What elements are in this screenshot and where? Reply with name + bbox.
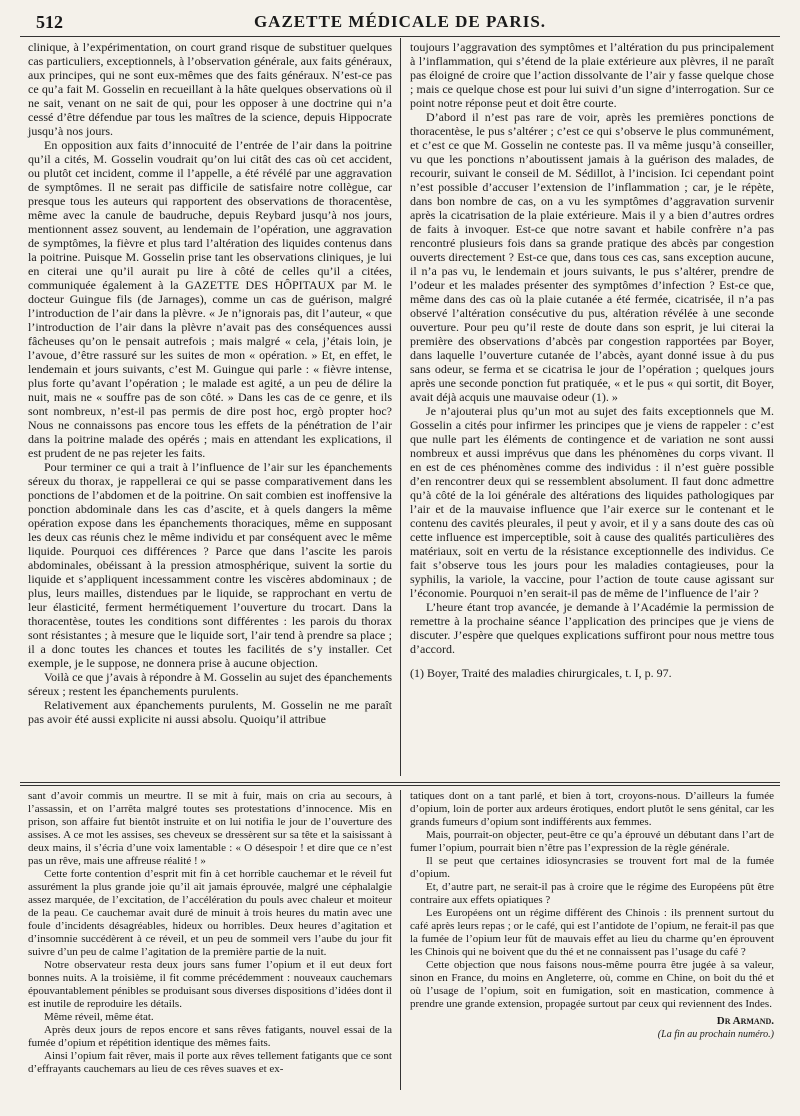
paragraph: Notre observateur resta deux jours sans fumer l’opium et il eut deux fort bonnes nuits. A la troisième, il fit comme précédemment : nouveaux cauchemars épouvantablement pénibles se produisant sous diverses dispositions d’idées dont il est inutile de reproduire les détails. — [28, 959, 392, 1010]
author-signature: Dr Armand. — [716, 1015, 774, 1027]
paragraph: Même réveil, même état. — [44, 1011, 154, 1023]
paragraph: Ainsi l’opium fait rêver, mais il porte aux rêves tellement fatigants que ce sont d’effrayants cauchemars au lieu de ces rêves suaves et ex- — [28, 1050, 392, 1075]
paragraph: En opposition aux faits d’innocuité de l’entrée de l’air dans la poitrine qu’il a cités, M. Gosselin voudrait qu’on lui citât des cas où cet accident, ou plutôt cet incident, comme il l’appelle, a été révélé par une aggravation de symptômes. Il ne serait pas difficile de satisfaire notre collègue, car presque tous les auteurs qui rapportent des observations de thoracentèse, même avec la canule de baudruche, depuis Reybard jusqu’à nos jours, mentionnent assez souvent, au lendemain de l’opération, une aggravation de symptômes, la fièvre et plus tard l’altération des liquides contenus dans la poitrine. Puisque M. Gosselin prise tant les observations cliniques, je lui en citerai une qu’il aurait pu lire à côté de celles qu’il a citées, communiquée également à la GAZETTE DES HÔPITAUX par M. le docteur Guingue fils (de Jarnages), comme un cas de guérison, malgré l’introduction de l’air dans la plèvre. « Je n’ignorais pas, dit l’auteur, « que l’introduction de l’air dans la plèvre n’avait pas des conséquences aussi fâcheuses qu’on le pensait autrefois ; mais malgré « cela, j’étais loin, je l’avoue, d’être rassuré sur les suites de mon « opération. » Et, en effet, le lendemain et jours suivants, c’est M. Guingue qui parle : « fièvre intense, plus forte qu’avant l’opération ; le malade est agité, a un peu de délire la nuit, mais ne « souffre pas de son côté. » Dans les cas de ce genre, et ils sont nombreux, n’est-il pas permis de dire post hoc, ergò propter hoc? Nous ne connaissons pas encore tous les effets de la pénétration de l’air dans la poitrine malade des opérés ; mais en attendant les explications, il est prudent de ne pas rejeter les faits. — [28, 138, 392, 460]
paragraph: Pour terminer ce qui a trait à l’influence de l’air sur les épanchements séreux du thorax, je rappellerai ce qui se passe comparativement dans les ponctions de l’abdomen et de la poitrine. On sait combien est inoffensive la ponction abdominale dans les cas d’ascite, et à quels dangers la même opération expose dans les épanchements thoraciques, même en supposant les deux cas réunis chez le même individu et par conséquent avec le même liquide. Pourquoi ces différences ? Parce que dans l’ascite les parois abdominales, obéissant à la pression atmosphérique, suivent la sortie du liquide et s’appliquent incessamment contre les viscères abdominaux ; de plus, leurs mailles, distendues par le liquide, se rapprochant en vertu de leur élasticité, ferment hermétiquement l’ouverture du trocart. Dans la thoracentèse, toutes les conditions sont différentes : les parois du thorax sont résistantes ; à mesure que le liquide sort, l’air tend à prendre sa place ; il a donc toutes les chances et toutes les facilités de s’y installer. Cet exemple, je le suppose, ne donnera prise à aucune objection. — [28, 460, 392, 670]
paragraph: Et, d’autre part, ne serait-il pas à croire que le régime des Européens pût être contraire aux effets opiatiques ? — [410, 881, 774, 906]
paragraph: Mais, pourrait-on objecter, peut-être ce qu’a éprouvé un débutant dans l’art de fumer l’opium, pourrait bien n’être pas l’expression de la règle générale. — [410, 829, 774, 854]
paragraph: Je n’ajouterai plus qu’un mot au sujet des faits exceptionnels que M. Gosselin a cités pour infirmer les principes que je viens de rappeler : c’est que nulle part les éléments de contingence et de variation ne sont aussi nombreux et aussi imprévus que dans les phénomènes du corps vivant. Il en est de ces phénomènes comme des individus : il n’est guère possible d’en rencontrer deux qui se ressemblent absolument. Il faut donc admettre qu’à côté de la loi générale des altérations des liquides pathologiques par l’air et de la mauvaise influence que l’air exerce sur le contenant et le contenu des cavités pleurales, il peut y avoir, et il y a sans doute des cas où cette influence est imperceptible, soit à cause des qualités particulières des matériaux, soit en vertu de la résistance exceptionnelle des individus. Ce fait s’observe tous les jours pour les maladies contagieuses, pour la syphilis, la variole, la vaccine, pour l’action de toute cause agissant sur l’économie. Pourquoi n’en serait-il pas de même de l’influence de l’air ? — [410, 404, 774, 600]
paragraph: Les Européens ont un régime différent des Chinois : ils prennent surtout du café après leurs repas ; or le café, qui est l’antidote de l’opium, ne ferait-il pas que la fumée de l’opium leur fût de mauvais effet au lieu du charme qu’en éprouvent les Chinois qui ne boivent que du thé et ne connaissent pas l’usage du café ? — [410, 907, 774, 958]
paragraph: Il se peut que certaines idiosyncrasies se trouvent fort mal de la fumée d’opium. — [410, 855, 774, 880]
paragraph: Voilà ce que j’avais à répondre à M. Gosselin au sujet des épanchements séreux ; restent les épanchements purulents. — [28, 670, 392, 698]
paragraph: Cette objection que nous faisons nous-même pourra être jugée à sa valeur, sinon en France, du moins en Angleterre, où, comme en Chine, on boit du thé et où l’usage de l’opium, soit en fumigation, soit en mastication, commence à prendre une grande extension, propagée surtout par ceux qui reviennent des Indes. — [410, 959, 774, 1010]
paragraph: Cette forte contention d’esprit mit fin à cet horrible cauchemar et le réveil fut assurément la plus grande joie qu’il ait jamais éprouvée, malgré une céphalalgie assez marquée, de l’excitation, de l’accélération du pouls avec chaleur et moiteur de la peau. Ce cauchemar avait duré de minuit à trois heures du matin avec une foule d’incidents désagréables, hideux ou horribles. Deux heures d’agitation et d’insomnie succédèrent à ce réveil, et un peu de sommeil vers l’aube du jour fit suivre d’un peu de calme l’agitation de la première partie de la nuit. — [28, 868, 392, 958]
page-header — [20, 10, 780, 34]
journal-title: GAZETTE MÉDICALE DE PARIS. — [253, 12, 547, 31]
paragraph: D’abord il n’est pas rare de voir, après les premières ponctions de thoracentèse, le pus s’altérer ; c’est ce qui s’observe le plus communément, et c’est ce que M. Gosselin ne conteste pas. Il va même jusqu’à conseiller, vu que les ponctions n’aboutissent jamais à la guérison des malades, de recourir, suivant le conseil de M. Sédillot, à l’incision. Ici cependant point n’est possible d’accuser l’extension de l’inflammation ; car, je le répète, dans bon nombre de cas, on a vu les symptômes d’aggravation survenir après la cicatrisation de la plaie extérieure. Mais il y a bien d’autres ordres de faits à invoquer. Est-ce que notre savant et habile confrère n’a pas rencontré plusieurs fois dans sa grande pratique des abcès par congestion ouverts directement ? Est-ce que, dans tous ces cas, sans exception aucune, il n’a pas vu, le lendemain et jours suivants, le pus s’altérer, prendre de l’odeur et les malades présenter des symptômes d’infection ? Est-ce que, même dans des cas où la plaie cutanée a été fermée, cicatrisée, il n’a pas observé l’altération consécutive du pus, altération révélée à une seconde ouverture. Pour peu qu’il reste de doute dans son esprit, je lui citerai la première des observations d’abcès par congestion rapportées par Boyer, dans laquelle l’ouverture cutanée de l’abcès, ayant donné issue à du pus sans odeur, se ferma et se cicatrisa le jour de l’opération ; quelques jours après une seconde ponction fut pratiquée, « et le pus « qui sortit, dit Boyer, avait déjà acquis une mauvaise odeur (1). » — [410, 110, 774, 404]
footnote: (1) Boyer, Traité des maladies chirurgicales, t. I, p. 97. — [410, 666, 672, 680]
section-rule — [20, 782, 780, 783]
paragraph: Après deux jours de repos encore et sans rêves fatigants, nouvel essai de la fumée d’opium et répétition identique des mêmes faits. — [28, 1024, 392, 1049]
paragraph: Relativement aux épanchements purulents, M. Gosselin ne me paraît pas avoir été aussi explicite ni aussi absolu. Quoiqu’il attribue — [28, 698, 392, 726]
section-rule-double — [20, 785, 780, 786]
article-column-left — [28, 40, 392, 726]
column-divider — [400, 38, 401, 776]
feuilleton-column-left — [28, 790, 392, 1076]
paragraph: sant d’avoir commis un meurtre. Il se mit à fuir, mais on cria au secours, à l’assassin, et on l’arrêta malgré toutes ses protestations d’innocence. Mis en prison, son affaire fut bientôt instruite et on lui notifia le jour de l’ouverture des assises. A ce mot les assises, ses cheveux se dressèrent sur sa tête et la saisissant à deux mains, il s’écria d’une voix lamentable : « O désespoir ! et dire que ce n’est pas un rêve, mais une affreuse réalité ! » — [28, 790, 392, 867]
continuation-note: (La fin au prochain numéro.) — [657, 1029, 774, 1040]
article-column-right — [410, 40, 774, 680]
paragraph: toujours l’aggravation des symptômes et l’altération du pus principalement à l’inflammation, qui s’étend de la plaie extérieure aux plèvres, il ne paraît pas éloigné de croire que l’action dissolvante de l’air y fasse quelque chose ; mais ce quelque chose est pour lui suivi d’un signe d’interrogation. Sur ce point notre réponse peut et doit être courte. — [410, 40, 774, 110]
page-number: 512 — [36, 12, 63, 32]
feuilleton-column-right — [410, 790, 774, 1041]
paragraph: L’heure étant trop avancée, je demande à l’Académie la permission de remettre à la prochaine séance l’application des principes que je viens de discuter. J’espère que quelques explications suffiront pour nous mettre tous d’accord. — [410, 600, 774, 656]
header-rule — [20, 36, 780, 37]
paragraph: tatiques dont on a tant parlé, et bien à tort, croyons-nous. D’ailleurs la fumée d’opium, loin de porter aux ardeurs érotiques, endort plutôt le sens génital, car les grands fumeurs d’opium sont indifférents aux femmes. — [410, 790, 774, 828]
paragraph: clinique, à l’expérimentation, on court grand risque de substituer quelques cas particuliers, exceptionnels, à l’observation générale, aux faits généraux, aux principes, qui ne sont eux-mêmes que des faits généraux. N’est-ce pas ce qu’a fait M. Gosselin en recueillant à la hâte quelques observations où il ne sait, venant on ne sait de qui, pour les opposer à une doctrine qui n’a cessé d’être défendue par tous les maîtres de la science, depuis Hippocrate jusqu’à nos jours. — [28, 40, 392, 138]
column-divider-bottom — [400, 790, 401, 1090]
